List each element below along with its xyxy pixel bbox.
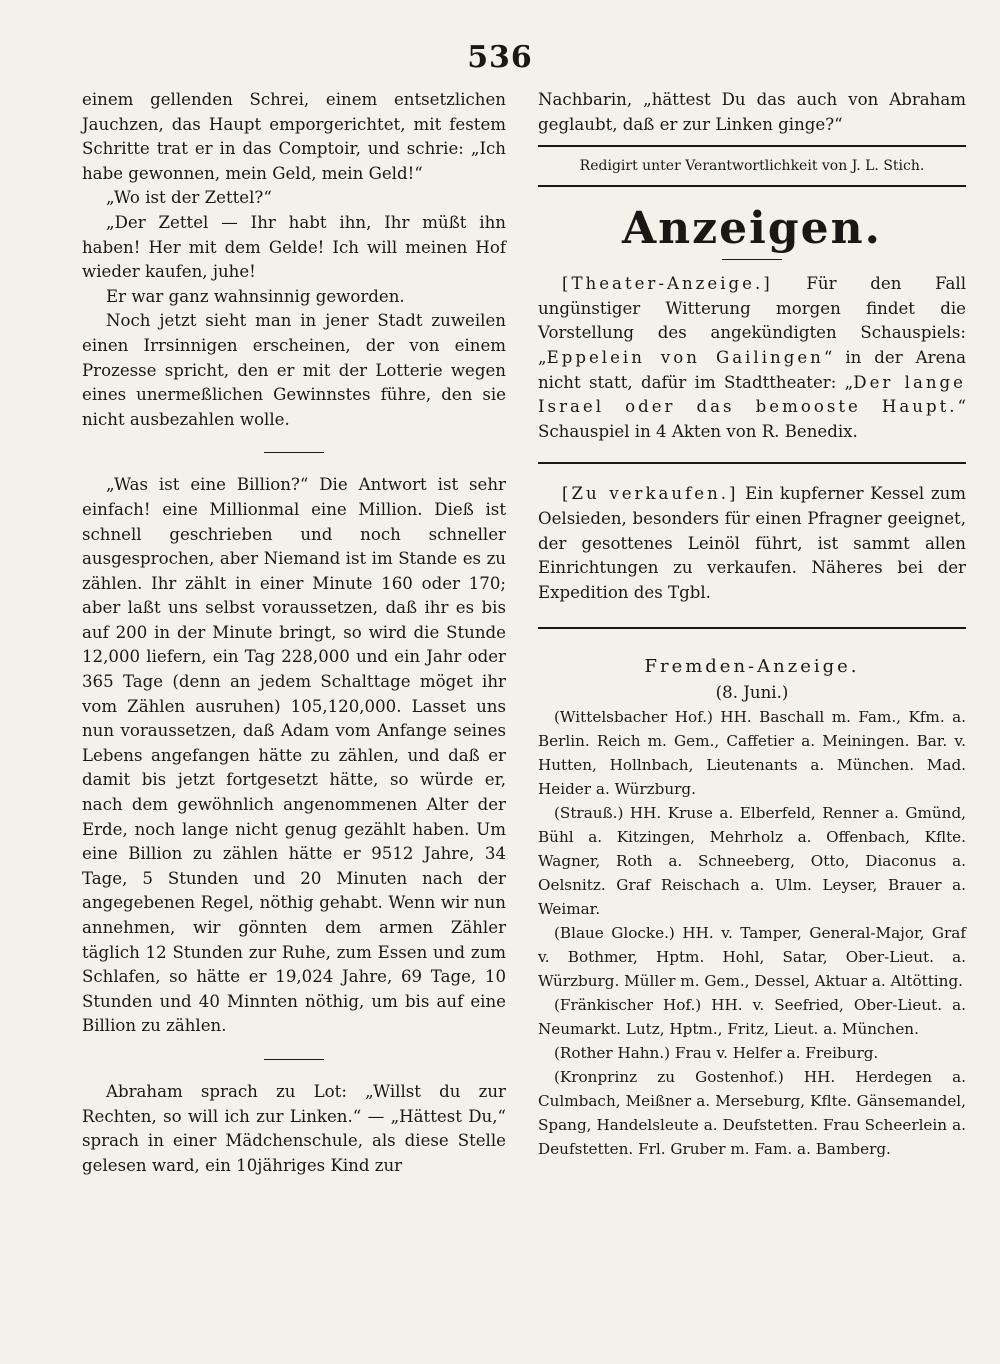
theater-text: “ in der Arena nicht statt, dafür im Stadttheater: „ [538,347,966,392]
abraham-anecdote: Abraham sprach zu Lot: „Willst du zur Rechten, so will ich zur Linken.“ — „Hättest Du,“ sprach in einer Mädchenschule, als diese Stelle gelesen ward, ein 10jähriges Kind zur [82,1081,506,1175]
separator [538,185,966,187]
theater-announcement [538,272,966,444]
hotel-entry: (Blaue Glocke.) HH. v. Tamper, General-Major, Graf v. Bothmer, Hptm. Hohl, Satar, Ober-Lieut. a. Würzburg. Müller m. Gem., Dessel, Aktuar a. Altötting. [538,924,966,991]
story-paragraph: Er war ganz wahnsinnig geworden. [106,286,405,306]
story-paragraph: „Wo ist der Zettel?“ [106,188,272,208]
sale-label: [Zu verkaufen.] [562,484,739,504]
billion-article: „Was ist eine Billion?“ Die Antwort ist sehr einfach! eine Millionmal eine Million. Dieß ist schnell geschrieben und noch schneller ausgesprochen, aber Niemand ist im Stande es zu zählen. Ihr zählt in einer Minute 160 oder 170; aber laßt uns selbst voraussetzen, daß ihr es bis auf 200 in der Minute bringt, so wird die Stunde 12,000 liefern, ein Tag 228,000 und ein Jahr oder 365 Tage (denn an jedem Schalttage möget ihr vom Zählen ausruhen) 105,120,000. Lasset uns nun voraussetzen, daß Adam vom Anfange seines Lebens angefangen hätte zu zählen, und daß er damit bis jetzt fortgesetzt hätte, so würde er, nach dem gewöhnlich angenommenen Alter der Erde, noch lange nicht genug gezählt haben. Um eine Billion zu zählen hätte er 9512 Jahre, 34 Tage, 5 Stunden und 20 Minuten nach der angegebenen Regel, nöthig gehabt. Wenn wir nun annehmen, wir gönnten dem armen Zähler täglich 12 Stunden zur Ruhe, zum Essen und zum Schlafen, so hätte er 19,024 Jahre, 69 Tage, 10 Stunden und 40 Minnten nöthig, um bis auf eine Billion zu zählen. [82,475,506,1036]
left-column [82,88,506,1178]
hotel-entry: (Wittelsbacher Hof.) HH. Baschall m. Fam., Kfm. a. Berlin. Reich m. Gem., Caffetier a. Meiningen. Bar. v. Hutten, Hollnbach, Lieutenants a. München. Mad. Heider a. Würzburg. [538,708,966,799]
separator [264,1059,324,1060]
fremden-title: Fremden-Anzeige. [644,656,860,678]
story-paragraph: Noch jetzt sieht man in jener Stadt zuweilen einen Irrsinnigen erscheinen, der von einem Prozesse spricht, den er mit der Lotterie wegen eines unermeßlichen Gewinnstes führe, den sie nicht ausbezahlen wolle. [82,311,506,429]
sale-text: Ein kupferner Kessel zum Oelsieden, besonders für einen Pfragner geeignet, der gesottenes Leinöl führt, ist sammt allen Einrichtungen zu verkaufen. Näheres bei der Expedition des Tgbl. [538,484,966,602]
theater-text: Für den Fall ungünstiger Witterung morgen findet die Vorstellung des angekündigten Schauspiels: „ [538,274,966,367]
separator [538,145,966,147]
hotel-entry: (Strauß.) HH. Kruse a. Elberfeld, Renner a. Gmünd, Bühl a. Kitzingen, Mehrholz a. Offenbach, Kflte. Wagner, Roth a. Schneeberg, Otto, Diaconus a. Oelsnitz. Graf Reischach a. Ulm. Leyser, Brauer a. Weimar. [538,804,966,919]
page-number: 536 [467,40,533,75]
hotel-entry: (Kronprinz zu Gostenhof.) HH. Herdegen a. Culmbach, Meißner a. Merseburg, Kflte. Gänsemandel, Spang, Handelsleute a. Deufstetten. Frau Scheerlein a. Deufstetten. Frl. Gruber m. Fam. a. Bamberg. [538,1068,966,1159]
play-title: Eppelein von Gailingen [546,347,824,367]
theater-label: [Theater-Anzeige.] [562,274,773,294]
anecdote-continuation: Nachbarin, „hättest Du das auch von Abraham geglaubt, daß er zur Linken ginge?“ [538,90,966,134]
theater-text: “ Schauspiel in 4 Akten von R. Benedix. [538,397,966,441]
section-title: Anzeigen. [622,203,882,255]
editor-line: Redigirt unter Verantwortlichkeit von J. L. Stich. [579,158,925,175]
separator [538,462,966,464]
story-paragraph: „Der Zettel — Ihr habt ihn, Ihr müßt ihn haben! Her mit dem Gelde! Ich will meinen Hof wieder kaufen, juhe! [82,212,506,282]
fremden-date: (8. Juni.) [715,683,789,703]
right-column [538,88,966,1161]
story-continuation: einem gellenden Schrei, einem entsetzlichen Jauchzen, das Haupt emporgerichtet, mit festem Schritte trat er in das Comptoir, und schrie: „Ich habe gewonnen, mein Geld, mein Geld!“ [82,90,506,183]
play-title: Der lange Israel oder das bemooste Haupt. [538,372,966,417]
separator [264,452,324,453]
hotel-entry: (Fränkischer Hof.) HH. v. Seefried, Ober-Lieut. a. Neumarkt. Lutz, Hptm., Fritz, Lieut. a. München. [538,996,966,1039]
separator [538,627,966,629]
hotel-entry: (Rother Hahn.) Frau v. Helfer a. Freiburg. [554,1044,879,1063]
title-underline [722,259,782,260]
sale-announcement [538,482,966,605]
